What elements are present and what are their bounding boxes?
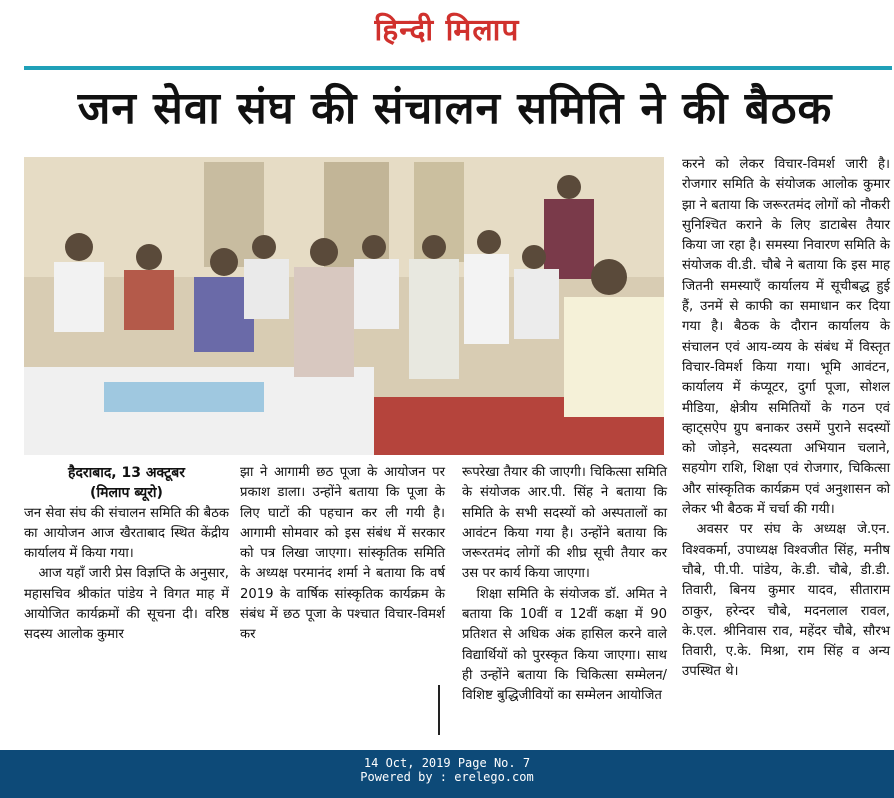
footer-powered-by[interactable]: Powered by : erelego.com — [360, 770, 534, 784]
paragraph: झा ने आगामी छठ पूजा के आयोजन पर प्रकाश डाला। उन्होंने बताया कि पूजा के लिए घाटों की पहचान कर ली गयी है। आगामी सोमवार को इस संबंध में सरकार को पत्र लिखा जाएगा। सांस्कृतिक समिति के अध्यक्ष परमानंद शर्मा ने बताया कि वर्ष 2019 के वार्षिक सांस्कृतिक कार्यक्रम के संबंध में छठ पूजा के पश्चात विचार-विमर्श कर — [240, 465, 445, 643]
article-column-1 — [24, 463, 229, 646]
article-column-3 — [462, 463, 667, 707]
masthead-logo: हिन्दी मिलाप — [374, 13, 520, 48]
column-divider — [438, 685, 440, 735]
paragraph: आज यहाँ जारी प्रेस विज्ञप्ति के अनुसार, महासचिव श्रीकांत पांडेय ने विगत माह में आयोजित कार्यक्रमों की सूचना दी। वरिष्ठ सदस्य आलोक कुमार — [24, 566, 229, 643]
headline: जन सेवा संघ की संचालन समिति ने की बैठक — [77, 83, 833, 134]
paragraph: जन सेवा संघ की संचालन समिति की बैठक का आयोजन आज खैरताबाद स्थित केंद्रीय कार्यालय में किया गया। — [24, 505, 229, 562]
paragraph: रूपरेखा तैयार की जाएगी। चिकित्सा समिति के संयोजक आर.पी. सिंह ने बताया कि समिति के सभी सदस्यों को अस्पतालों का आवंटन किया गया है। उन्होंने बताया कि जरूरतमंद लोगों की शीघ्र सूची तैयार कर उस पर कार्य किया जाएगा। — [462, 465, 667, 582]
article-column-4 — [682, 155, 890, 683]
paragraph: अवसर पर संघ के अध्यक्ष जे.एन. विश्वकर्मा, उपाध्यक्ष विश्वजीत सिंह, मनीष चौबे, पी.पी. पांडेय, के.डी. चौबे, डी.डी. तिवारी, बिनय कुमार यादव, सीताराम ठाकुर, हरेन्दर चौबे, मदनलाल रावल, के.एल. श्रीनिवास राव, महेंदर चौबे, सौरभ तिवारी, ए.के. मिश्रा, राम सिंह व अन्य उपस्थित थे। — [682, 522, 890, 680]
bureau-credit: (मिलाप ब्यूरो) — [90, 485, 163, 502]
meeting-photo — [24, 157, 664, 455]
footer-bar — [0, 750, 894, 798]
paragraph: शिक्षा समिति के संयोजक डॉ. अमित ने बताया कि 10वीं व 12वीं कक्षा में 90 प्रतिशत से अधिक अंक हासिल करने वाले विद्यार्थियों को पुरस्कृत किया जाएगा। साथ ही उन्होंने बताया कि चिकित्सा सम्मेलन/विशिष्ट बुद्धिजीवियों का सम्मेलन आयोजित — [462, 586, 667, 704]
footer-date: 14 Oct, 2019 Page No. 7 — [363, 756, 531, 770]
article-column-2 — [240, 463, 445, 646]
header-rule — [24, 66, 892, 70]
dateline: हैदराबाद, 13 अक्टूबर — [68, 465, 185, 481]
paragraph: करने को लेकर विचार-विमर्श जारी है। रोजगार समिति के संयोजक आलोक कुमार झा ने बताया कि जरूरतमंद लोगों को नौकरी सुनिश्चित कराने के लिए डाटाबेस तैयार किया जा रहा है। समस्या निवारण समिति के संयोजक वी.डी. चौबे ने बताया कि इस माह जितनी समस्याएँ कार्यालय में सूचीबद्ध हुई हैं, उनमें से काफी का समाधान कर दिया गया है। बैठक के दौरान कार्यालय के संचालन एवं आय-व्यय के संबंध में विस्तृत विचार-विमर्श किया गया। भूमि आवंटन, कार्यालय में कंप्यूटर, दुर्गा पूजा, सोशल मीडिया, क्षेत्रीय समितियों के गठन एवं व्हाट्सऐप ग्रुप बनाकर उसमें पुराने सदस्यों को जोड़ने, सदस्यता अभियान चलाने, सहयोग राशि, शिक्षा एवं रोजगार, चिकित्सा और सांस्कृतिक कार्यक्रम एवं अनुशासन को लेकर भी बैठक में चर्चा की गयी। — [682, 157, 890, 518]
